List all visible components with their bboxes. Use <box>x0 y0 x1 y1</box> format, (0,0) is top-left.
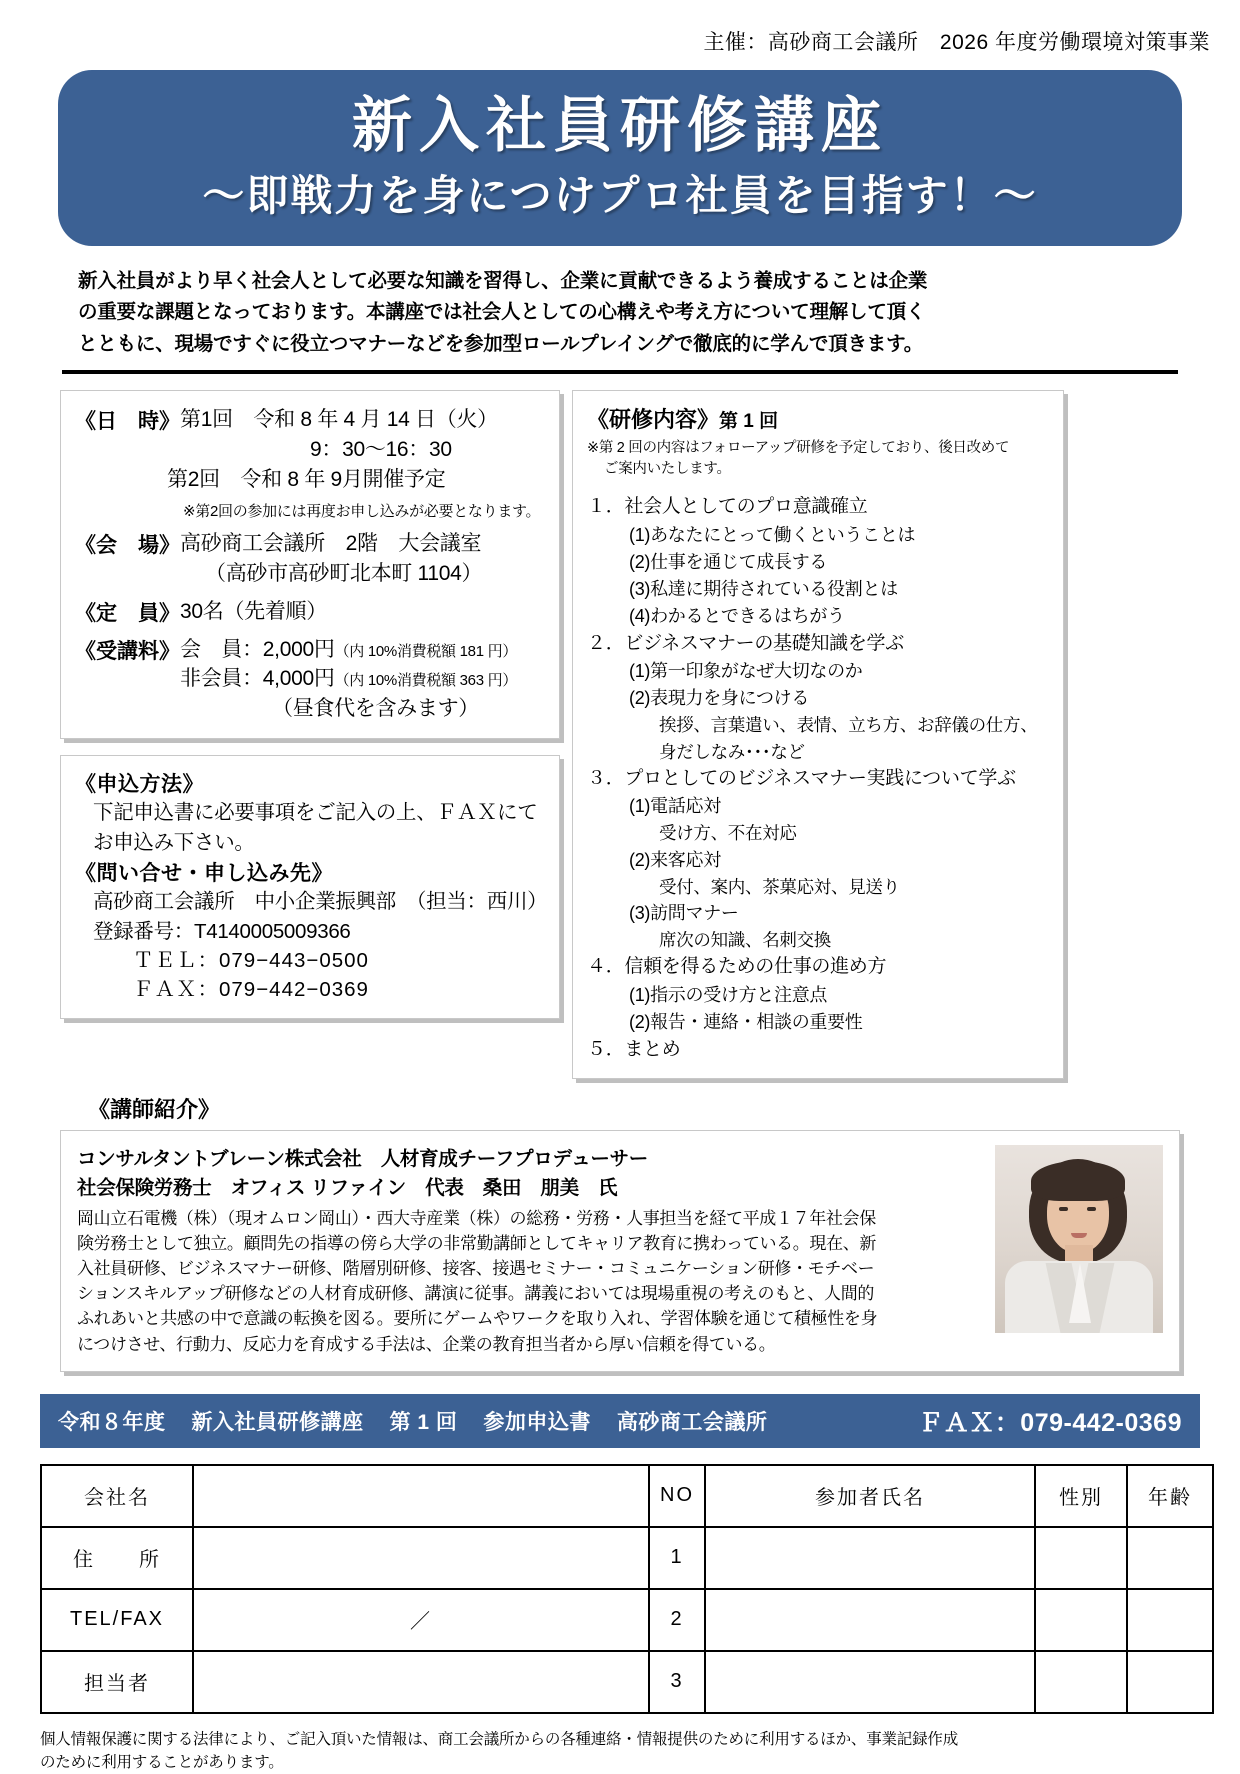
venue-label: 《会 場》 <box>75 533 180 557</box>
table-row <box>41 1651 1213 1713</box>
datetime-session-1: 第1回 令和 8 年 4 月 14 日（火） <box>180 408 498 432</box>
datetime-label: 《日 時》 <box>75 410 180 434</box>
intro-line-2: の重要な課題となっております。本講座では社会人としての心構えや考え方について理解して頂く <box>78 301 926 324</box>
curriculum-item-level-3: 身だしなみ･･･など <box>659 741 805 762</box>
participant-no-cell: 1 <box>649 1527 705 1589</box>
curriculum-item-level-2: (2)来客応対 <box>629 849 721 870</box>
instructor-text <box>77 1145 983 1356</box>
fee-member: 会 員：2,000円 <box>180 637 335 661</box>
application-method-box <box>60 755 560 1019</box>
instructor-bio <box>77 1206 983 1357</box>
right-column <box>572 390 1064 1079</box>
fee-member-tax: （内 10%消費税額 181 円） <box>334 642 518 660</box>
curriculum-item-level-3: 席次の知識、名刺交換 <box>659 929 831 950</box>
datetime-value <box>180 405 498 465</box>
left-column <box>60 390 560 1019</box>
two-column-area <box>60 390 1180 1079</box>
horizontal-divider <box>62 370 1178 374</box>
participant-name-cell[interactable] <box>705 1589 1035 1651</box>
curriculum-item-level-3: 挨拶、言葉遣い、表情、立ち方、お辞儀の仕方、 <box>659 715 1038 736</box>
instructor-bio-line-2: 険労務士として独立。顧問先の指導の傍ら大学の非常勤講師としてキャリア教育に携わっている。現在、新 <box>77 1233 877 1253</box>
form-bar-org: 高砂商工会議所 <box>616 1410 768 1434</box>
participant-sex-cell[interactable] <box>1035 1527 1127 1589</box>
participant-no-cell: NO <box>649 1465 705 1527</box>
page-title: 新入社員研修講座 <box>352 92 888 159</box>
curriculum-item-level-2: (3)私達に期待されている役割とは <box>629 578 898 599</box>
fee-nonmember: 非会員：4,000円 <box>180 667 335 691</box>
contact-tel: ＴＥＬ：079−443−0500 <box>133 948 369 972</box>
fee-values <box>180 635 517 724</box>
title-banner <box>58 70 1182 246</box>
fee-lunch-note: （昼食代を含みます） <box>272 697 479 721</box>
curriculum-heading-main: 《研修内容》 <box>587 407 720 433</box>
privacy-line-2: のために利用することがあります。 <box>40 1753 284 1771</box>
venue-address: （高砂市高砂町北本町 1104） <box>205 561 483 585</box>
venue-row <box>75 529 549 559</box>
table-row <box>41 1589 1213 1651</box>
contact-organisation: 高砂商工会議所 中小企業振興部 （担当：西川） <box>93 890 548 914</box>
curriculum-item-level-2: (1)第一印象がなぜ大切なのか <box>629 661 863 682</box>
instructor-bio-line-4: ションスキルアップ研修などの人材育成研修、講演に従事。講義においては現場重視の考えのもと、人間的 <box>77 1284 874 1304</box>
intro-line-3: とともに、現場ですぐに役立つマナーなどを参加型ロールプレイングで徹底的に学んで頂きます。 <box>78 332 924 355</box>
curriculum-item-level-2: (2)仕事を通じて成長する <box>629 551 828 572</box>
curriculum-item-level-1: ５．まとめ <box>587 1038 681 1060</box>
form-bar-course: 新入社員研修講座 <box>191 1410 364 1434</box>
host-line: 主催：高砂商工会議所 2026 年度労働環境対策事業 <box>703 31 1210 54</box>
page-subtitle: 〜即戦力を身につけプロ社員を目指す！〜 <box>202 172 1038 219</box>
apply-method-line-2: お申込み下さい。 <box>93 830 255 854</box>
participant-sex-cell[interactable] <box>1035 1651 1127 1713</box>
participant-age-cell[interactable]: 年齢 <box>1127 1465 1213 1527</box>
table-row <box>41 1465 1213 1527</box>
instructor-affiliation: コンサルタントブレーン株式会社 人材育成チーフプロデューサー <box>77 1148 648 1171</box>
photo-hair-front <box>1031 1161 1125 1201</box>
participant-age-cell[interactable] <box>1127 1651 1213 1713</box>
form-field-input[interactable] <box>193 1651 649 1713</box>
datetime-session-2: 第2回 令和 8 年 9月開催予定 <box>167 467 446 491</box>
curriculum-item-level-2: (1)あなたにとって働くということは <box>629 524 916 545</box>
application-table <box>40 1464 1214 1714</box>
fee-label: 《受講料》 <box>75 639 180 663</box>
participant-name-cell[interactable] <box>705 1527 1035 1589</box>
datetime-session-1-time: 9：30〜16：30 <box>310 438 452 462</box>
curriculum-item-level-2: (2)報告・連絡・相談の重要性 <box>629 1011 863 1032</box>
form-field-input[interactable] <box>193 1465 649 1527</box>
instructor-bio-line-5: ふれあいと共感の中で意識の転換を図る。要所にゲームやワークを取り入れ、学習体験を通じて積極性を身 <box>77 1309 878 1329</box>
contact-label: 《問い合せ・申し込み先》 <box>75 862 333 886</box>
participant-name-cell[interactable] <box>705 1651 1035 1713</box>
participant-name-cell[interactable]: 参加者氏名 <box>705 1465 1035 1527</box>
participant-sex-cell[interactable] <box>1035 1589 1127 1651</box>
datetime-row <box>75 405 549 465</box>
form-field-label: 担当者 <box>41 1651 193 1713</box>
curriculum-item-level-1: １．社会人としてのプロ意識確立 <box>587 496 868 518</box>
capacity-row <box>75 597 549 627</box>
capacity-value: 30名（先着順） <box>180 599 327 623</box>
curriculum-note <box>587 438 1053 479</box>
instructor-photo <box>995 1145 1163 1333</box>
instructor-bio-line-3: 入社員研修、ビジネスマナー研修、階層別研修、接客、接遇セミナー・コミュニケーション研修・モチベー <box>77 1259 875 1279</box>
instructor-bio-line-1: 岡山立石電機（株）（現オムロン岡山）・西大寺産業（株）の総務・労務・人事担当を経て平成１７年社会保 <box>77 1208 876 1228</box>
instructor-bio-line-6: につけさせ、行動力、反応力を育成する手法は、企業の教育担当者から厚い信頼を得ている。 <box>77 1334 776 1354</box>
photo-eye-right <box>1087 1207 1096 1211</box>
curriculum-list <box>587 493 1053 1064</box>
venue-value: 高砂商工会議所 2階 大会議室 <box>180 531 482 555</box>
curriculum-item-level-2: (2)表現力を身につける <box>629 688 810 709</box>
participant-age-cell[interactable] <box>1127 1589 1213 1651</box>
form-field-label: 住 所 <box>41 1527 193 1589</box>
intro-paragraph <box>78 266 1178 361</box>
instructor-section <box>60 1093 1180 1371</box>
curriculum-heading <box>587 403 1053 434</box>
instructor-title: 《講師紹介》 <box>88 1097 221 1123</box>
participant-no-cell: 2 <box>649 1589 705 1651</box>
instructor-name: 社会保険労務士 オフィス リファイン 代表 桑田 朋美 氏 <box>77 1176 618 1199</box>
capacity-label: 《定 員》 <box>75 601 180 625</box>
event-details-box <box>60 390 560 739</box>
photo-eye-left <box>1059 1207 1068 1211</box>
form-field-label: 会社名 <box>41 1465 193 1527</box>
apply-method-line-1: 下記申込書に必要事項をご記入の上、ＦＡＸにて <box>93 801 538 825</box>
curriculum-item-level-1: ３．プロとしてのビジネスマナー実践について学ぶ <box>587 767 1016 789</box>
curriculum-item-level-2: (1)電話応対 <box>629 796 721 817</box>
curriculum-note-line-2: ご案内いたします。 <box>604 460 731 477</box>
curriculum-heading-session: 第 1 回 <box>719 411 779 433</box>
application-form-bar <box>40 1394 1200 1448</box>
curriculum-item-level-2: (1)指示の受け方と注意点 <box>629 984 828 1005</box>
participant-age-cell[interactable] <box>1127 1527 1213 1589</box>
participant-sex-cell[interactable]: 性別 <box>1035 1465 1127 1527</box>
privacy-notice <box>40 1728 1200 1774</box>
curriculum-item-level-2: (4)わかるとできるはちがう <box>629 605 845 626</box>
apply-method-label: 《申込方法》 <box>75 773 204 797</box>
fee-nonmember-tax: （内 10%消費税額 363 円） <box>334 672 518 690</box>
intro-line-1: 新入社員がより早く社会人として必要な知識を習得し、企業に貢献できるよう養成することは企業 <box>78 269 928 292</box>
curriculum-item-level-1: ２．ビジネスマナーの基礎知識を学ぶ <box>587 632 904 654</box>
form-field-input[interactable]: ／ <box>193 1589 649 1651</box>
privacy-line-1: 個人情報保護に関する法律により、ご記入頂いた情報は、商工会議所からの各種連絡・情報提供のために利用するほか、事業記録作成 <box>40 1730 959 1748</box>
contact-fax: ＦＡＸ：079−442−0369 <box>133 977 369 1001</box>
participant-no-cell: 3 <box>649 1651 705 1713</box>
curriculum-item-level-3: 受付、案内、茶菓応対、見送り <box>659 876 900 897</box>
table-row <box>41 1527 1213 1589</box>
form-bar-fax: ＦＡＸ：079-442-0369 <box>918 1408 1182 1437</box>
form-bar-doc: 参加申込書 <box>483 1410 591 1434</box>
curriculum-item-level-1: ４．信頼を得るための仕事の進め方 <box>587 956 887 978</box>
instructor-box <box>60 1130 1180 1371</box>
datetime-note: ※第2回の参加には再度お申し込みが必要となります。 <box>183 502 541 520</box>
form-bar-session: 第 1 回 <box>389 1410 458 1434</box>
form-field-label: TEL/FAX <box>41 1589 193 1651</box>
form-field-input[interactable] <box>193 1527 649 1589</box>
curriculum-item-level-2: (3)訪問マナー <box>629 902 739 923</box>
fee-row <box>75 635 549 724</box>
curriculum-note-line-1: ※第 2 回の内容はフォローアップ研修を予定しており、後日改めて <box>587 440 1010 457</box>
form-bar-year: 令和８年度 <box>58 1410 166 1434</box>
curriculum-box <box>572 390 1064 1079</box>
fee-nonmember-wrap <box>180 664 517 694</box>
contact-registration-number: 登録番号：T4140005009366 <box>93 919 351 943</box>
curriculum-item-level-3: 受け方、不在対応 <box>659 823 797 844</box>
